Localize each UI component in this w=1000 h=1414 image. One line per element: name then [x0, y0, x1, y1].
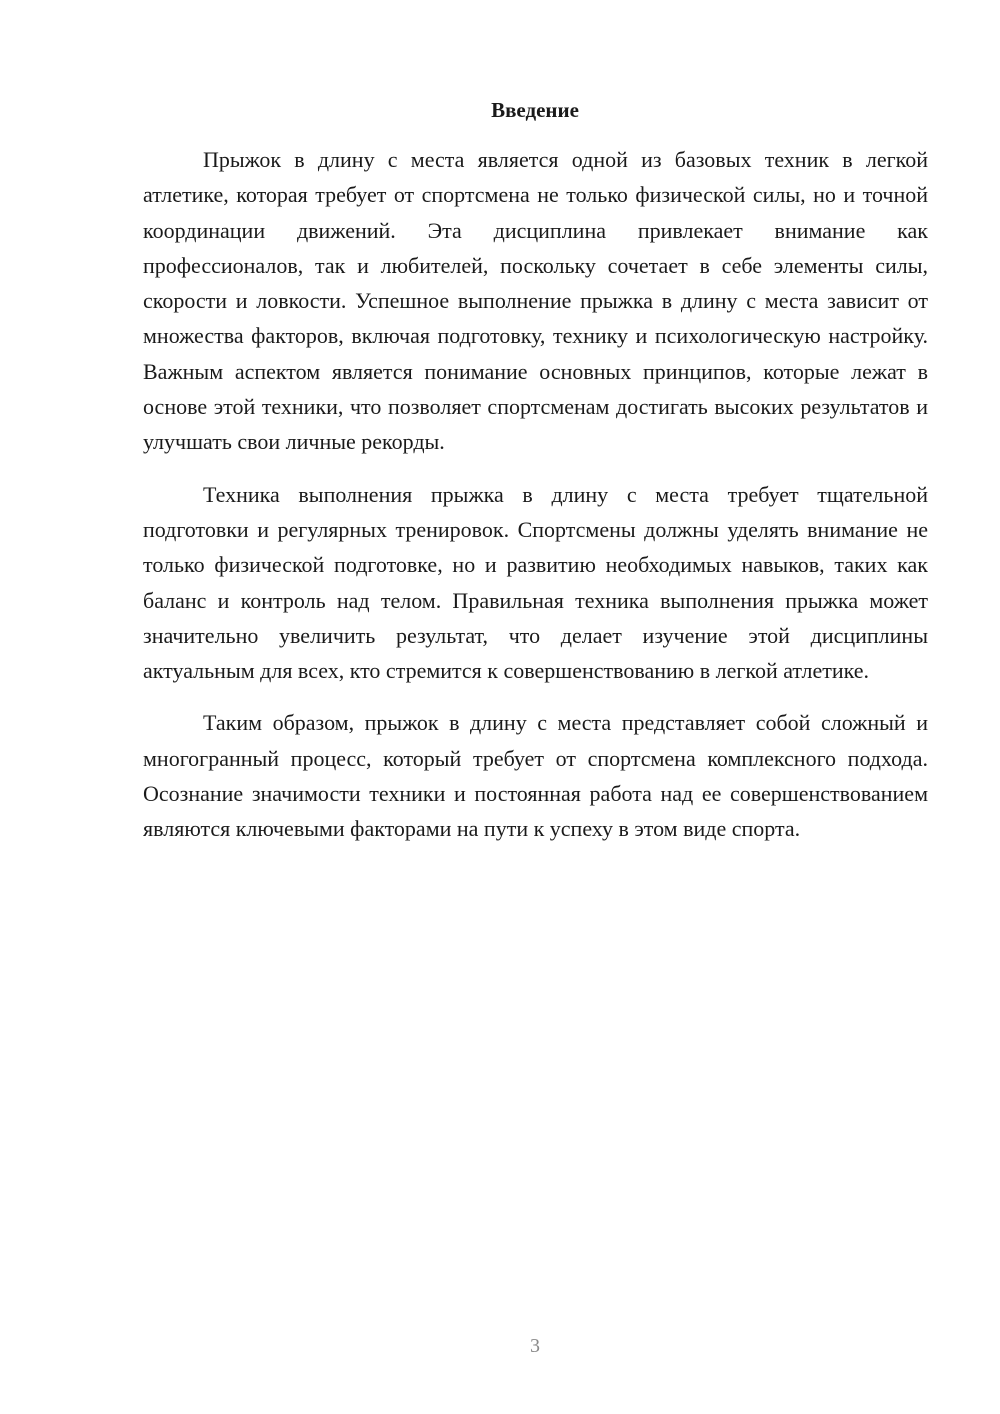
paragraph-2: Техника выполнения прыжка в длину с места требует тщательной подготовки и регулярных тренировок. Спортсмены должны уделять внимание не только физической подготовке, но и развитию необходимых навыков, таких как баланс и контроль над телом. Правильная техника выполнения прыжка может значительно увеличить результат, что делает изучение этой дисциплины актуальным для всех, кто стремится к совершенствованию в легкой атлетике. — [143, 481, 928, 684]
body-text — [143, 142, 928, 847]
paragraph-3: Таким образом, прыжок в длину с места представляет собой сложный и многогранный процесс, который требует от спортсмена комплексного подхода. Осознание значимости техники и постоянная работа над ее совершенствованием являются ключевыми факторами на пути к успеху в этом виде спорта. — [143, 710, 928, 842]
page-number: 3 — [530, 1335, 540, 1357]
page-title: Введение — [491, 98, 579, 122]
paragraph-1: Прыжок в длину с места является одной из базовых техник в легкой атлетике, которая требует от спортсмена не только физической силы, но и точной координации движений. Эта дисциплина привлекает внимание как профессионалов, так и любителей, поскольку сочетает в себе элементы силы, скорости и ловкости. Успешное выполнение прыжка в длину с места зависит от множества факторов, включая подготовку, технику и психологическую настройку. Важным аспектом является понимание основных принципов, которые лежат в основе этой техники, что позволяет спортсменам достигать высоких результатов и улучшать свои личные рекорды. — [143, 147, 928, 455]
